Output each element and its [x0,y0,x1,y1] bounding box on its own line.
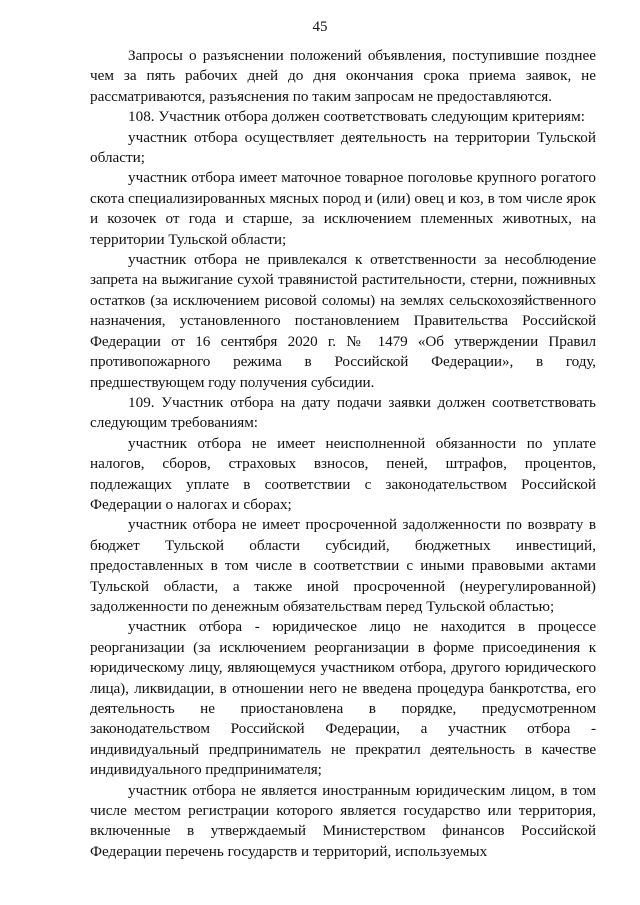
page-number: 45 [312,19,328,35]
paragraph-criterion-fire-safety: участник отбора не привлекался к ответственности за несоблюдение запрета на выжигание сухой травянистой растительности, стерни, пожнивных остатков (за исключением рисовой соломы) на землях сельскохозяйственного назначения, установленного постановлением Правительства Российской Федерации от 16 сентября 2020 г. № 1479 «Об утверждении Правил противопожарного режима в Российской Федерации», в году, предшествующем году получения субсидии. [90,251,596,391]
paragraph-requirement-debt: участник отбора не имеет просроченной задолженности по возврату в бюджет Тульской области субсидий, бюджетных инвестиций, предоставленных в том числе в соответствии с иными правовыми актами Тульской области, а также иной просроченной (неурегулированной) задолженности по денежным обязательствам перед Тульской областью; [90,516,596,615]
paragraph-108-heading: 108. Участник отбора должен соответствовать следующим критериям: [128,108,585,126]
paragraph-criterion-territory: участник отбора осуществляет деятельность на территории Тульской области; [90,128,596,167]
paragraph-criterion-livestock: участник отбора имеет маточное товарное поголовье крупного рогатого скота специализированных мясных пород и (или) овец и коз, в том числе ярок и козочек от года и старше, за исключением племенных животных, на территории Тульской области; [90,169,596,248]
paragraph-109-heading: 109. Участник отбора на дату подачи заявки должен соответствовать следующим требованиям: [90,393,596,432]
paragraph-requirement-foreign-entity: участник отбора не является иностранным юридическим лицом, в том числе местом регистрации которого является государство или территория, включенные в утверждаемый Министерством финансов Российской Федерации перечень государств и территорий, используемых [90,781,596,860]
paragraph-requirement-reorganization: участник отбора - юридическое лицо не находится в процессе реорганизации (за исключением реорганизации в форме присоединения к юридическому лицу, являющемуся участником отбора, другого юридического лица), ликвидации, в отношении него не введена процедура банкротства, его деятельность не приостановлена в порядке, предусмотренном законодательством Российской Федерации, а участник отбора - индивидуальный предприниматель не прекратил деятельность в качестве индивидуального предпринимателя; [90,618,596,779]
document-body [90,46,596,862]
paragraph-requirement-taxes: участник отбора не имеет неисполненной обязанности по уплате налогов, сборов, страховых взносов, пеней, штрафов, процентов, подлежащих уплате в соответствии с законодательством Российской Федерации о налогах и сборах; [90,434,596,513]
paragraph-clarification-requests: Запросы о разъяснении положений объявления, поступившие позднее чем за пять рабочих дней до дня окончания срока приема заявок, не рассматриваются, разъяснения по таким запросам не предоставляются. [90,47,596,105]
